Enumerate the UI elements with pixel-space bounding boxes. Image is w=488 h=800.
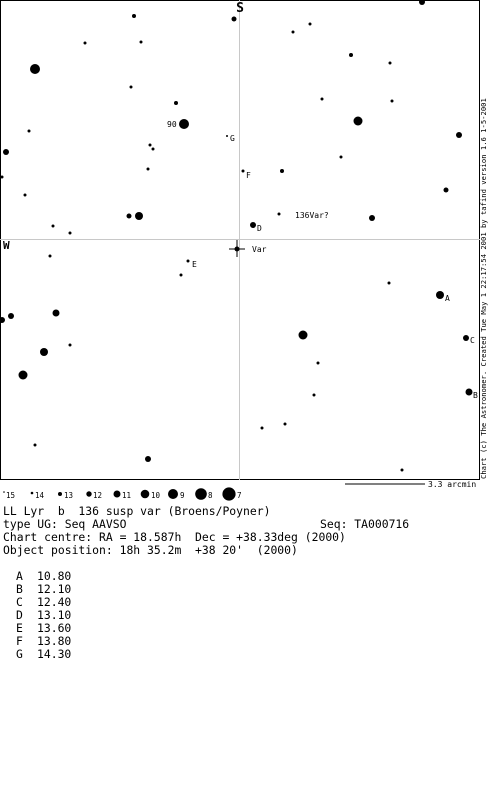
star (436, 291, 444, 299)
legend-label-9: 9 (180, 491, 185, 500)
star (135, 212, 143, 220)
legend-label-8: 8 (208, 491, 213, 500)
star (1, 176, 4, 179)
star (127, 214, 132, 219)
star (309, 23, 312, 26)
comp-mag: 13.80 (37, 634, 72, 648)
comp-id: A (16, 569, 23, 583)
legend-label-15: 15 (6, 491, 16, 500)
star (292, 31, 295, 34)
legend-label-12: 12 (93, 491, 103, 500)
star (284, 423, 287, 426)
star (0, 317, 5, 323)
comp-label-c: C (470, 336, 475, 345)
star (444, 188, 449, 193)
star (280, 169, 284, 173)
star (152, 148, 155, 151)
star (145, 456, 151, 462)
comp-label-f: F (246, 171, 251, 180)
star (466, 389, 473, 396)
legend-dot-14 (31, 492, 34, 495)
comp-id: G (16, 647, 23, 661)
star (317, 362, 320, 365)
legend-label-14: 14 (35, 491, 45, 500)
comp-id: D (16, 608, 23, 622)
star (34, 444, 37, 447)
legend-label-7: 7 (237, 491, 242, 500)
comp-label-d: D (257, 224, 262, 233)
legend-dot-15 (3, 491, 5, 493)
label-90: 90 (167, 120, 177, 129)
star (389, 62, 392, 65)
star (299, 331, 308, 340)
star (140, 41, 143, 44)
comp-mag: 12.10 (37, 582, 72, 596)
star (130, 86, 133, 89)
star (40, 348, 48, 356)
star (261, 427, 264, 430)
star (180, 274, 183, 277)
comp-mag: 13.10 (37, 608, 72, 622)
star (388, 282, 391, 285)
star (3, 149, 9, 155)
comp-label-a: A (445, 294, 450, 303)
star (174, 101, 178, 105)
comp-mag: 14.30 (37, 647, 72, 661)
star (349, 53, 353, 57)
star (8, 313, 14, 319)
star (463, 335, 469, 341)
legend-dot-12 (86, 491, 91, 496)
object-title-line: LL Lyr b 136 susp var (Broens/Poyner) (3, 504, 271, 518)
comp-label-g: G (230, 134, 235, 143)
star (278, 213, 281, 216)
star (391, 100, 394, 103)
star (354, 117, 363, 126)
star (53, 310, 60, 317)
star (419, 0, 425, 5)
star (30, 64, 40, 74)
object-type-line: type UG: Seq AAVSO (3, 517, 127, 531)
star (19, 371, 28, 380)
star (401, 469, 404, 472)
star (187, 260, 190, 263)
chart-credit: Chart (c) The Astronomer. Created Tue May 1 22:17:54 2001 by tafind version 1.6 1-5-2001 (479, 98, 488, 479)
legend-label-13: 13 (64, 491, 74, 500)
star (313, 394, 316, 397)
comp-label-e: E (192, 260, 197, 269)
star (132, 14, 136, 18)
legend-dot-13 (58, 492, 62, 496)
star (149, 144, 152, 147)
star (147, 168, 150, 171)
legend-dot-10 (141, 490, 150, 499)
star (49, 255, 52, 258)
object-position-line: Object position: 18h 35.2m +38 20' (2000) (3, 543, 298, 557)
comp-id: F (16, 634, 23, 648)
comp-mag: 10.80 (37, 569, 72, 583)
star (321, 98, 324, 101)
star (69, 344, 72, 347)
variable-label: Var (252, 245, 267, 254)
west-edge-label: W (3, 239, 10, 252)
comp-id: C (16, 595, 23, 609)
magnitude-legend (3, 487, 241, 500)
sequence-id: Seq: TA000716 (320, 517, 410, 531)
comp-mag: 13.60 (37, 621, 72, 635)
star (69, 232, 72, 235)
variable-marker (229, 240, 245, 257)
star (84, 42, 87, 45)
star (232, 17, 237, 22)
star (179, 119, 189, 129)
legend-dot-7 (222, 487, 235, 500)
star (242, 170, 245, 173)
star (456, 132, 462, 138)
legend-dot-11 (114, 491, 121, 498)
scale-label: 3.3 arcmin (428, 480, 477, 489)
comp-label-b: B (473, 391, 478, 400)
south-edge-label: S (236, 1, 244, 16)
legend-dot-8 (195, 488, 207, 500)
star (226, 135, 228, 137)
legend-dot-9 (168, 489, 178, 499)
star (28, 130, 31, 133)
star (340, 156, 343, 159)
label-136-var: 136Var? (295, 211, 329, 220)
comparison-row (16, 648, 71, 661)
comp-id: B (16, 582, 23, 596)
comp-id: E (16, 621, 23, 635)
star (369, 215, 375, 221)
legend-label-11: 11 (122, 491, 132, 500)
chart-centre-line: Chart centre: RA = 18.587h Dec = +38.33deg (2000) (3, 530, 346, 544)
star (52, 225, 55, 228)
star (250, 222, 256, 228)
legend-label-10: 10 (151, 491, 161, 500)
comp-mag: 12.40 (37, 595, 72, 609)
star (24, 194, 27, 197)
